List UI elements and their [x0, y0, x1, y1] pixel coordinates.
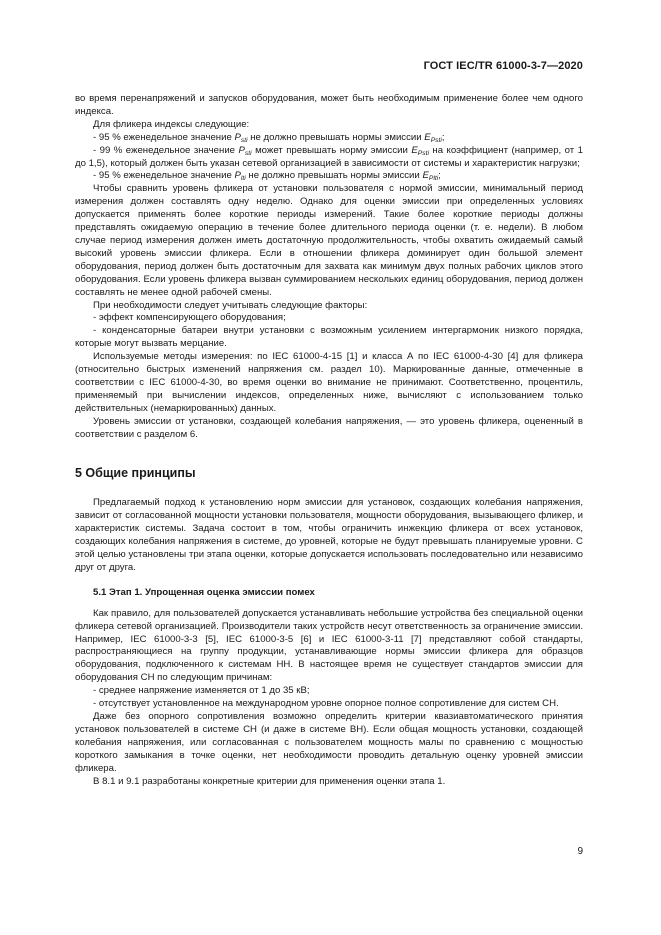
paragraph: Для фликера индексы следующие: [93, 118, 250, 130]
document-body [75, 93, 583, 788]
paragraph: во время перенапряжений и запусков оборудования, может быть необходимым применение более чем одного индекса. [75, 93, 583, 117]
paragraph: Уровень эмиссии от установки, создающей колебания напряжения, — это уровень фликера, оцененный в соответствии с разделом 6. [75, 415, 583, 440]
list-item: - отсутствует установленное на международном уровне опорное полное сопротивление для систем СН. [93, 698, 559, 710]
document-header: ГОСТ IEC/TR 61000-3-7—2020 [423, 60, 583, 72]
paragraph: Предлагаемый подход к установлению норм эмиссии для установок, создающих колебания напряжения, зависит от согласованной мощности установки пользователя, мощности оборудования, вызывающего фликер, и характеристик системы. Задача состоит в том, чтобы ограничить инжекцию фликера от всех установок, создающих колебания напряжения в системе, до уровней, которые не будут превышать планируемые уровни. С этой целью установлены три этапа оценки, которые допускается использовать последовательно или независимо друг от друга. [75, 497, 583, 573]
list-item: - 99 % еженедельное значение $P_{sti}$ может превышать норму эмиссии $E_{Psti}$ на коэффициент (например, от 1 до 1,5), который должен быть указан сетевой организацией в зависимости от системы и характеристик нагрузки; [75, 144, 583, 169]
paragraph: Чтобы сравнить уровень фликера от установки пользователя с нормой эмиссии, минимальный период измерения должен составлять одну неделю. Однако для оценки эмиссии при определенных условиях допускается применять более короткие периоды измерений. Такие более короткие периоды должны представлять ожидаемую операцию в течение более длительного периода оценки (т. е. недели). В любом случае период измерения должен иметь достаточную продолжительность, чтобы охватить ожидаемый самый высокий уровень эмиссии фликера. Если в отношении фликера доминирует один большой элемент оборудования, период должен быть достаточным для захвата как минимум двух полных рабочих циклов этого оборудования. Если уровень фликера вызван суммированием нескольких единиц оборудования, период должен составлять не менее одной рабочей смены. [75, 183, 583, 298]
list-item: - среднее напряжение изменяется от 1 до 35 кВ; [93, 685, 310, 697]
list-item: - конденсаторные батареи внутри установки с возможным усилением интергармоник низкого порядка, которые могут вызвать мерцание. [75, 325, 583, 350]
list-item: - эффект компенсирующего оборудования; [93, 312, 286, 324]
page-number: 9 [577, 846, 583, 857]
subsection-heading: 5.1 Этап 1. Упрощенная оценка эмиссии помех [93, 586, 315, 598]
paragraph: При необходимости следует учитывать следующие факторы: [93, 299, 368, 311]
paragraph: Даже без опорного сопротивления возможно определить критерии квазиавтоматического принятия установок пользователей в системе СН (и даже в системе ВН). Если общая мощность установки, создающей колебания напряжения, или согласованная с пользователем мощность малы по сравнению с мощностью короткого замыкания в точке оценки, нет необходимости проводить детальную оценку уровней эмиссии фликера. [75, 710, 583, 774]
section-heading: 5 Общие принципы [75, 466, 196, 481]
paragraph: Как правило, для пользователей допускается устанавливать небольшие устройства без специальной оценки фликера сетевой организацией. Производители таких устройств несут ответственность за ограничение эмиссии. Например, IEC 61000-3-3 [5], IEC 61000-3-5 [6] и IEC 61000-3-11 [7] представляют собой стандарты, распространяющиеся на группу продукции, устанавливающие нормы эмиссии фликера для образцов оборудования, подключенного к системам НН. В настоящее время не существует стандартов эмиссии для оборудования СН по следующим причинам: [75, 607, 583, 684]
paragraph: Используемые методы измерения: по IEC 61000-4-15 [1] и класса А по IEC 61000-4-30 [4] для фликера (относительно быстрых изменений напряжения см. раздел 10). Маркированные данные, отмеченные в соответствии с IEC 61000-4-30, во время оценки во внимание не принимают. Соответственно, процентиль, применяемый при вычислении индексов, определенных ниже, вычисляют с использованием только действительных (немаркированных) данных. [75, 351, 583, 414]
list-item: - 95 % еженедельное значение $P_{lti}$ не должно превышать нормы эмиссии $E_{Plti}$; [93, 170, 441, 183]
list-item: - 95 % еженедельное значение $P_{sti}$ не должно превышать нормы эмиссии $E_{Psti}$; [93, 131, 445, 144]
paragraph: В 8.1 и 9.1 разработаны конкретные критерии для применения оценки этапа 1. [93, 775, 446, 787]
